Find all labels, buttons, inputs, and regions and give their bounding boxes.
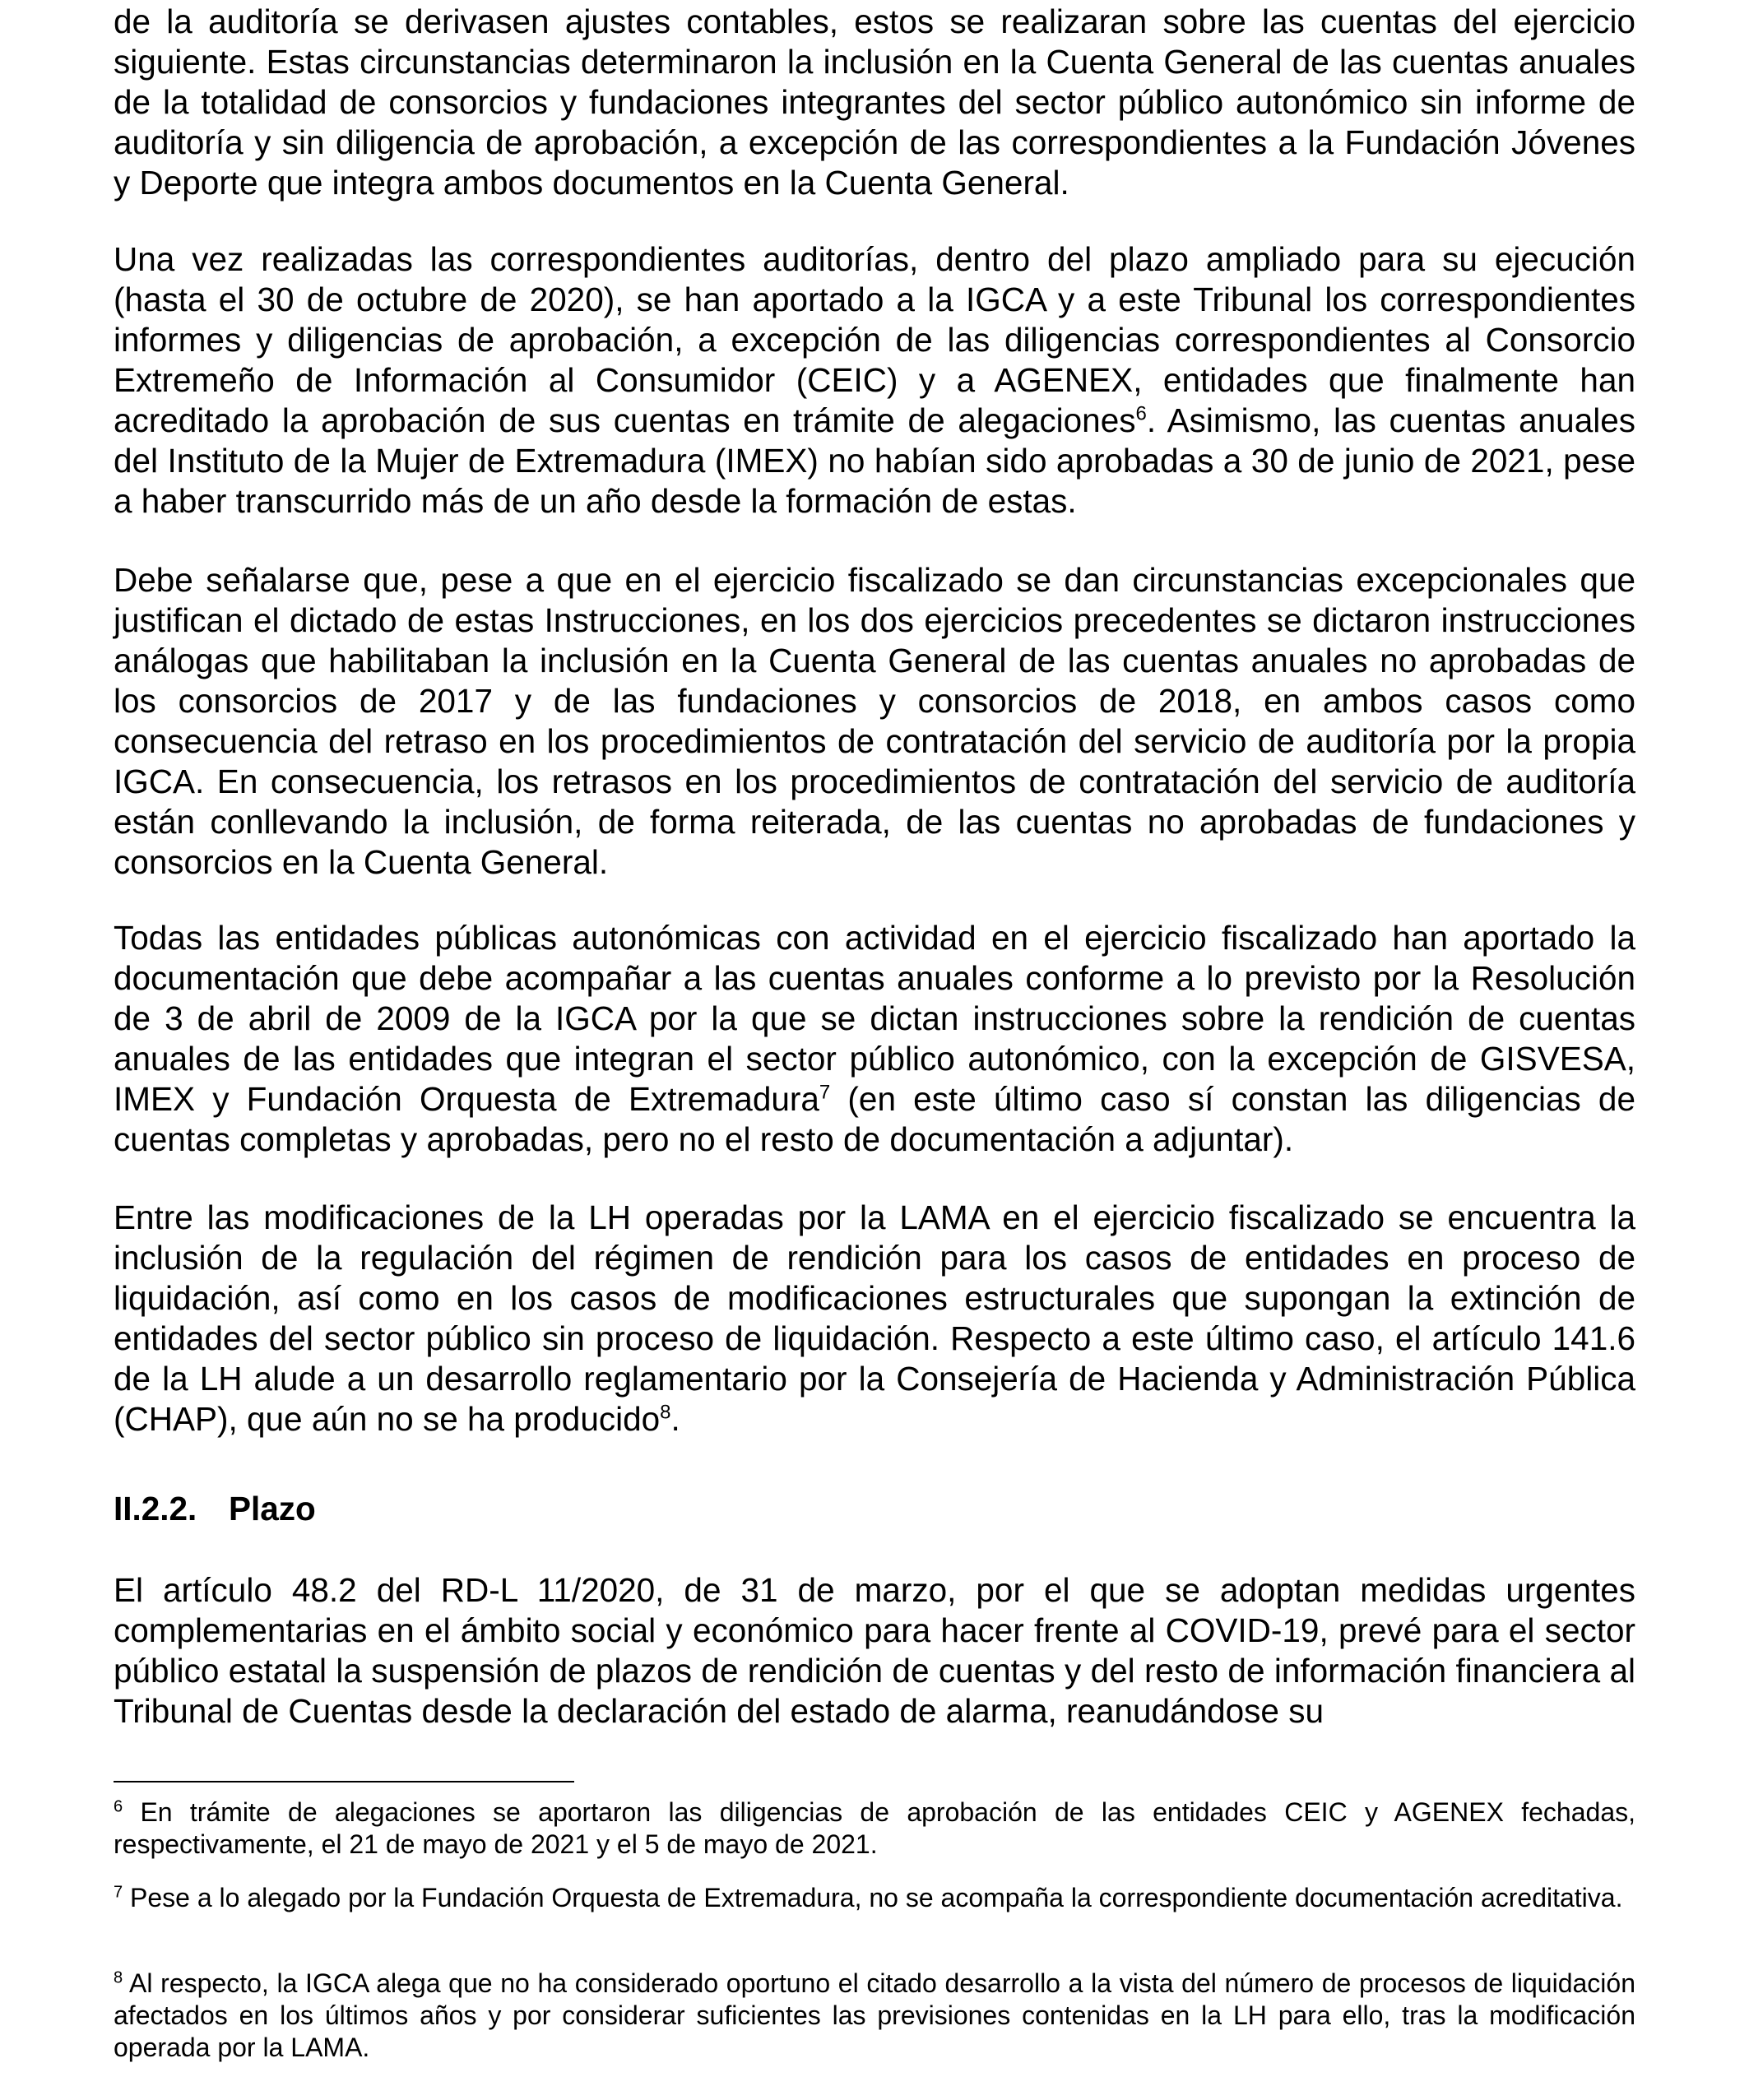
footnote-mark: 8 — [114, 1968, 123, 1987]
footnote-reference[interactable]: 6 — [1135, 402, 1147, 425]
section-heading — [114, 1489, 316, 1529]
footnote — [114, 1968, 1635, 2064]
footnote-separator — [114, 1781, 574, 1782]
footnote-reference[interactable]: 8 — [660, 1401, 671, 1424]
paragraph-text: Todas las entidades públicas autonómicas con actividad en el ejercicio fiscalizado han aportado la documentación que debe acompañar a las cuentas anuales conforme a lo previsto por la Resolución de 3 de abril de 2009 de la IGCA por la que se dictan instrucciones sobre la rendición de cuentas anuales de las entidades que integran el sector público autonómico, con la excepción de GISVESA, IMEX y Fundación Orquesta de Extremadura — [114, 919, 1635, 1118]
footnote-mark: 6 — [114, 1797, 123, 1816]
footnote-text: Al respecto, la IGCA alega que no ha considerado oportuno el citado desarrollo a la vista del número de procesos de liquidación afectados en los últimos años y por considerar suficientes las previsiones contenidas en la LH para ello, tras la modificación operada por la LAMA. — [114, 1968, 1636, 2062]
footnote-mark: 7 — [114, 1883, 123, 1902]
section-number: II.2.2. — [114, 1490, 197, 1527]
footnote-text: Pese a lo alegado por la Fundación Orquesta de Extremadura, no se acompaña la correspondiente documentación acreditativa. — [130, 1883, 1623, 1912]
body-paragraph — [114, 918, 1635, 1160]
body-paragraph — [114, 1198, 1635, 1439]
body-paragraph: de la auditoría se derivasen ajustes contables, estos se realizaran sobre las cuentas del ejercicio siguiente. Estas circunstancias determinaron la inclusión en la Cuenta General de las cuentas anuales de la totalidad de consorcios y fundaciones integrantes del sector público autonómico sin informe de auditoría y sin diligencia de aprobación, a excepción de las correspondientes a la Fundación Jóvenes y Deporte que integra ambos documentos en la Cuenta General. — [114, 2, 1635, 202]
paragraph-text: . — [670, 1400, 680, 1438]
footnote — [114, 1796, 1635, 1861]
section-title: Plazo — [229, 1490, 316, 1527]
footnote-text: En trámite de alegaciones se aportaron las diligencias de aprobación de las entidades CEIC y AGENEX fechadas, respectivamente, el 21 de mayo de 2021 y el 5 de mayo de 2021. — [114, 1797, 1636, 1859]
body-paragraph: Debe señalarse que, pese a que en el ejercicio fiscalizado se dan circunstancias excepcionales que justifican el dictado de estas Instrucciones, en los dos ejercicios precedentes se dictaron instrucciones análogas que habilitaban la inclusión en la Cuenta General de las cuentas anuales no aprobadas de los consorcios de 2017 y de las fundaciones y consorcios de 2018, en ambos casos como consecuencia del retraso en los procedimientos de contratación del servicio de auditoría por la propia IGCA. En consecuencia, los retrasos en los procedimientos de contratación del servicio de auditoría están conllevando la inclusión, de forma reiterada, de las cuentas no aprobadas de fundaciones y consorcios en la Cuenta General. — [114, 561, 1635, 881]
footnote — [114, 1882, 1635, 1914]
body-paragraph — [114, 239, 1635, 522]
paragraph-text: (en este último caso sí constan las diligencias de cuentas completas y aprobadas, pero no el resto de documentación a adjuntar). — [114, 1080, 1635, 1158]
body-paragraph: El artículo 48.2 del RD-L 11/2020, de 31 de marzo, por el que se adoptan medidas urgentes complementarias en el ámbito social y económico para hacer frente al COVID-19, prevé para el sector público estatal la suspensión de plazos de rendición de cuentas y del resto de información financiera al Tribunal de Cuentas desde la declaración del estado de alarma, reanudándose su — [114, 1571, 1635, 1730]
paragraph-text: Una vez realizadas las correspondientes auditorías, dentro del plazo ampliado para su ejecución (hasta el 30 de octubre de 2020), se han aportado a la IGCA y a este Tribunal los correspondientes informes y diligencias de aprobación, a excepción de las diligencias correspondientes al Consorcio Extremeño de Información al Consumidor (CEIC) y a AGENEX, entidades que finalmente han acreditado la aprobación de sus cuentas en trámite de alegaciones — [114, 240, 1635, 439]
paragraph-text: . Asimismo, las cuentas anuales del Instituto de la Mujer de Extremadura (IMEX) no habían sido aprobadas a 30 de junio de 2021, pese a haber transcurrido más de un año desde la formación de estas. — [114, 401, 1635, 520]
paragraph-text: Entre las modificaciones de la LH operadas por la LAMA en el ejercicio fiscalizado se encuentra la inclusión de la regulación del régimen de rendición para los casos de entidades en proceso de liquidación, así como en los casos de modificaciones estructurales que supongan la extinción de entidades del sector público sin proceso de liquidación. Respecto a este último caso, el artículo 141.6 de la LH alude a un desarrollo reglamentario por la Consejería de Hacienda y Administración Pública (CHAP), que aún no se ha producido — [114, 1198, 1635, 1438]
footnote-reference[interactable]: 7 — [819, 1081, 831, 1104]
